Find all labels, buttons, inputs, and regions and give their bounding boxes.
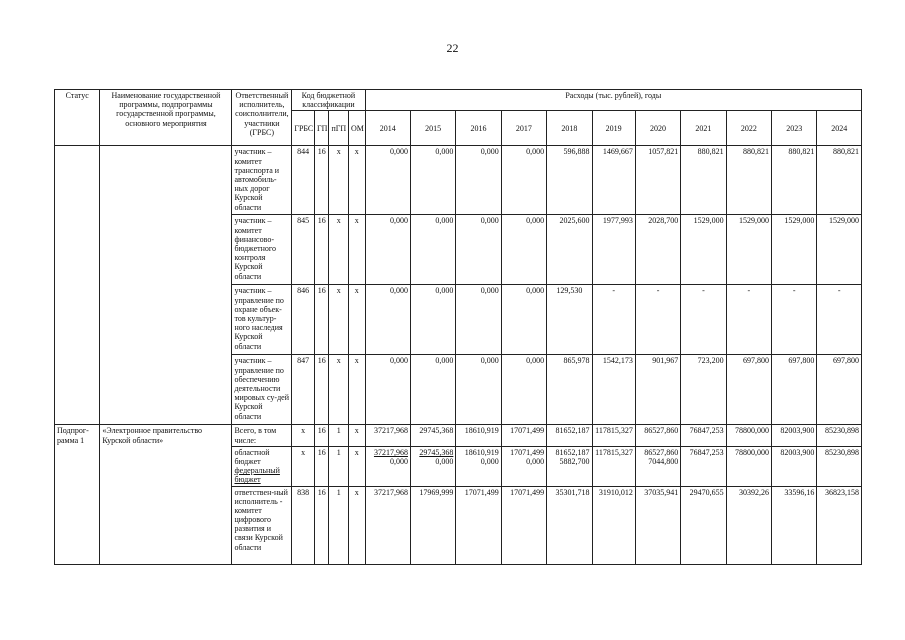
header-year: 2018	[547, 111, 592, 146]
value-cell: 29470,655	[681, 486, 726, 564]
executor-cell: участник – управление по охране объек-тов культур-ного наследия Курской области	[232, 285, 292, 355]
code-cell: х	[292, 446, 315, 486]
value-cell: 85230,898	[817, 425, 862, 446]
value-cell	[772, 446, 817, 486]
code-cell: х	[349, 446, 366, 486]
value-cell: 697,800	[817, 355, 862, 425]
code-cell: 16	[315, 355, 329, 425]
header-year: 2021	[681, 111, 726, 146]
value-cell	[456, 446, 501, 486]
regional-value: 81652,187	[555, 447, 590, 457]
value-cell: 31910,012	[592, 486, 635, 564]
code-cell: х	[349, 486, 366, 564]
regional-value: 29745,368	[419, 447, 454, 457]
regional-value: 117815,327	[595, 447, 633, 457]
value-cell: 0,000	[501, 285, 546, 355]
federal-value: 7044,800	[648, 456, 679, 466]
code-cell: х	[329, 355, 349, 425]
header-year: 2023	[772, 111, 817, 146]
code-cell: х	[349, 215, 366, 285]
code-cell: х	[292, 425, 315, 446]
value-cell: 17071,499	[501, 425, 546, 446]
value-cell: 1529,000	[817, 215, 862, 285]
value-cell: 0,000	[410, 285, 455, 355]
value-cell: 0,000	[410, 146, 455, 215]
value-cell: 29745,368	[410, 425, 455, 446]
header-code-pgp: пГП	[329, 111, 349, 146]
value-cell: 1529,000	[681, 215, 726, 285]
code-cell: 1	[329, 486, 349, 564]
value-cell: 0,000	[501, 146, 546, 215]
executor-cell	[232, 446, 292, 486]
code-cell: 844	[292, 146, 315, 215]
executor-cell: Всего, в том числе:	[232, 425, 292, 446]
header-row-top	[55, 90, 862, 111]
regional-value: 37217,968	[373, 447, 408, 457]
table-row	[55, 425, 862, 446]
value-cell: -	[772, 285, 817, 355]
header-year: 2024	[817, 111, 862, 146]
executor-cell: ответствен-ный исполнитель - комитет цифрового развития и связи Курской области	[232, 486, 292, 564]
code-cell: х	[349, 425, 366, 446]
code-cell: 16	[315, 425, 329, 446]
header-year: 2014	[365, 111, 410, 146]
value-cell: 0,000	[365, 285, 410, 355]
code-cell: 16	[315, 146, 329, 215]
code-cell: х	[349, 146, 366, 215]
executor-cell: участник – комитет транспорта и автомобиль-ных дорог Курской области	[232, 146, 292, 215]
code-cell: 16	[315, 285, 329, 355]
code-cell: 846	[292, 285, 315, 355]
value-cell: 76847,253	[681, 425, 726, 446]
code-cell: 16	[315, 215, 329, 285]
value-cell: 17071,499	[501, 486, 546, 564]
value-cell: 0,000	[365, 215, 410, 285]
header-year: 2019	[592, 111, 635, 146]
value-cell: 17071,499	[456, 486, 501, 564]
value-cell: 81652,187	[547, 425, 592, 446]
header-name: Наименование государственной программы, подпрограммы государственной программы, основного мероприятия	[100, 90, 232, 146]
subprogram-status: Подпрог-рамма 1	[55, 425, 100, 564]
value-cell: 880,821	[817, 146, 862, 215]
value-cell: 2028,700	[635, 215, 680, 285]
value-cell: 37035,941	[635, 486, 680, 564]
header-budget-code: Код бюджетной классификации	[292, 90, 365, 111]
value-cell: 723,200	[681, 355, 726, 425]
header-year: 2017	[501, 111, 546, 146]
code-cell: х	[349, 355, 366, 425]
value-cell: 0,000	[410, 355, 455, 425]
regional-budget-label: областной бюджет	[234, 447, 270, 466]
header-year: 2020	[635, 111, 680, 146]
header-code-gp: ГП	[315, 111, 329, 146]
name-cell	[100, 146, 232, 425]
value-cell: 880,821	[772, 146, 817, 215]
value-cell: 129,530	[547, 285, 592, 355]
regional-value: 18610,919	[464, 447, 499, 457]
regional-value: 85230,898	[825, 447, 859, 457]
value-cell: 37217,968	[365, 486, 410, 564]
value-cell: 901,967	[635, 355, 680, 425]
header-year: 2022	[726, 111, 771, 146]
value-cell: 0,000	[501, 215, 546, 285]
header-code-grbs: ГРБС	[292, 111, 315, 146]
executor-cell: участник – комитет финансово-бюджетного контроля Курской области	[232, 215, 292, 285]
value-cell: 18610,919	[456, 425, 501, 446]
subprogram-name: «Электронное правительство Курской области»	[100, 425, 232, 564]
value-cell	[410, 446, 455, 486]
federal-value: 5882,700	[559, 456, 590, 466]
value-cell	[501, 446, 546, 486]
regional-value: 76847,253	[689, 447, 724, 457]
value-cell: 865,978	[547, 355, 592, 425]
value-cell: -	[726, 285, 771, 355]
value-cell: 596,888	[547, 146, 592, 215]
federal-budget-label: федеральный бюджет	[234, 466, 280, 485]
value-cell: 17969,999	[410, 486, 455, 564]
code-cell: х	[329, 215, 349, 285]
value-cell: 0,000	[456, 146, 501, 215]
value-cell: 2025,600	[547, 215, 592, 285]
value-cell: 1529,000	[772, 215, 817, 285]
code-cell: 847	[292, 355, 315, 425]
value-cell: 35301,718	[547, 486, 592, 564]
status-cell	[55, 146, 100, 425]
regional-value: 17071,499	[510, 447, 545, 457]
value-cell: 78800,000	[726, 425, 771, 446]
value-cell: 117815,327	[592, 425, 635, 446]
value-cell	[635, 446, 680, 486]
code-cell: х	[349, 285, 366, 355]
value-cell: 0,000	[456, 285, 501, 355]
value-cell: 697,800	[772, 355, 817, 425]
value-cell: 33596,16	[772, 486, 817, 564]
value-cell	[592, 446, 635, 486]
federal-value: 0,000	[389, 456, 408, 466]
code-cell: 845	[292, 215, 315, 285]
value-cell	[365, 446, 410, 486]
federal-value: 0,000	[435, 456, 454, 466]
federal-value: 0,000	[526, 456, 545, 466]
value-cell: 0,000	[365, 355, 410, 425]
code-cell: 16	[315, 446, 329, 486]
executor-cell: участник – управление по обеспечению деятельности мировых су-дей Курской области	[232, 355, 292, 425]
value-cell: 36823,158	[817, 486, 862, 564]
value-cell	[681, 446, 726, 486]
value-cell: -	[592, 285, 635, 355]
value-cell: 82003,900	[772, 425, 817, 446]
code-cell: 1	[329, 425, 349, 446]
value-cell: 1529,000	[726, 215, 771, 285]
page-number: 22	[446, 41, 459, 55]
value-cell	[547, 446, 592, 486]
value-cell: -	[681, 285, 726, 355]
value-cell: 37217,968	[365, 425, 410, 446]
header-year: 2016	[456, 111, 501, 146]
header-status: Статус	[55, 90, 100, 146]
value-cell	[817, 446, 862, 486]
code-cell: 838	[292, 486, 315, 564]
value-cell: 1057,821	[635, 146, 680, 215]
value-cell	[726, 446, 771, 486]
code-cell: х	[329, 285, 349, 355]
value-cell: 0,000	[501, 355, 546, 425]
budget-table	[54, 89, 862, 565]
header-code-om: ОМ	[349, 111, 366, 146]
code-cell: х	[329, 146, 349, 215]
regional-value: 78800,000	[735, 447, 770, 457]
value-cell: 1469,667	[592, 146, 635, 215]
header-executor: Ответственный исполнитель, соисполнители, участники (ГРБС)	[232, 90, 292, 146]
header-year: 2015	[410, 111, 455, 146]
federal-value: 0,000	[480, 456, 499, 466]
value-cell: 0,000	[410, 215, 455, 285]
value-cell: 880,821	[726, 146, 771, 215]
value-cell: 1977,993	[592, 215, 635, 285]
value-cell: 0,000	[365, 146, 410, 215]
value-cell: 880,821	[681, 146, 726, 215]
value-cell: 697,800	[726, 355, 771, 425]
value-cell: 30392,26	[726, 486, 771, 564]
table-row	[55, 146, 862, 215]
value-cell: -	[635, 285, 680, 355]
code-cell: 1	[329, 446, 349, 486]
value-cell: 1542,173	[592, 355, 635, 425]
value-cell: 0,000	[456, 215, 501, 285]
value-cell: -	[817, 285, 862, 355]
header-expenses: Расходы (тыс. рублей), годы	[365, 90, 861, 111]
regional-value: 82003,900	[780, 447, 815, 457]
value-cell: 86527,860	[635, 425, 680, 446]
code-cell: 16	[315, 486, 329, 564]
regional-value: 86527,860	[644, 447, 679, 457]
value-cell: 0,000	[456, 355, 501, 425]
